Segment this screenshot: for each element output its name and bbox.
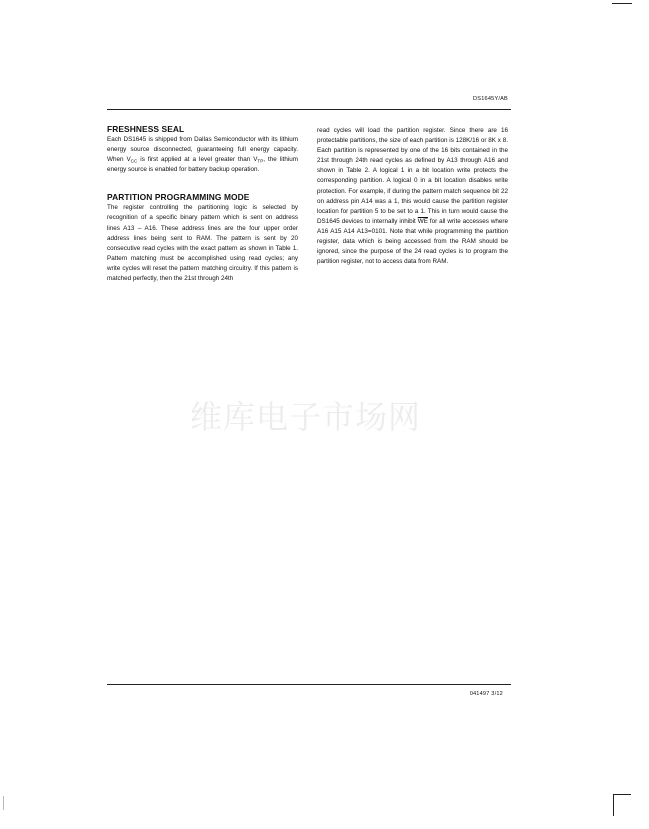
vcc-subscript: CC [130,158,138,164]
freshness-seal-paragraph [107,135,298,175]
footer-rule [107,684,511,685]
partition-paragraph-right [317,126,508,267]
crop-mark-bottom-right-vertical [613,794,614,816]
watermark-text: 维库电子市场网 [190,398,422,436]
vtp-subscript: TP [257,158,264,164]
freshness-text-a: Each DS1645 is shipped from Dallas Semiconductor with its lithium energy source disconnected, guaranteeing full energy capacity. When V [107,136,298,164]
partition-programming-heading: PARTITION PROGRAMMING MODE [107,192,250,203]
partition-text-b: for all write accesses where A16 A15 A14 A13=0101. Note that while programming the partition register, data which is being accessed from the RAM should be ignored, since the purpose of the 24 read cycles is to program the partition register, not to access data from RAM. [317,217,508,266]
freshness-text-b: is first applied at a level greater than V [137,156,258,164]
crop-mark-top-right [612,3,632,4]
freshness-text-c: , the lithium energy source is enabled for battery backup operation. [107,156,298,174]
we-signal-overbar: $\overline{WE}$ [417,217,428,225]
right-column [317,126,508,267]
footer-page-code: 041497 3/12 [469,691,503,697]
section-spacer [107,175,298,192]
crop-mark-bottom-right-horizontal [613,794,631,795]
header-rule [107,109,511,110]
freshness-seal-heading: FRESHNESS SEAL [107,124,185,134]
partition-text-a: read cycles will load the partition register. Since there are 16 protectable partitions, the size of each partition is 128K/16 or 8K x 8. Each partition is represented by one of the 16 bits contained in the 21st through 24th read cycles as defined by A13 through A16 and shown in Table 2. A logical 1 in a bit location write protects the corresponding partition. A logical 0 in a bit location disables write protection. For example, if during the pattern match sequence bit 22 on address pin A14 was a 1, this would cause the partition register location for partition 5 to be set to a 1. This in turn would cause the DS1645 devices to internally inhibit [317,127,508,225]
document-id: DS1645Y/AB [473,96,508,102]
partition-paragraph-left: The register controlling the partitioning logic is selected by recognition of a specific binary pattern which is sent on address lines A13 – A16. These address lines are the four upper order address lines being sent to RAM. The pattern is sent by 20 consecutive read cycles with the exact pattern as shown in Table 1. Pattern matching must be accomplished using read cycles; any write cycles will reset the pattern matching circuitry. If this pattern is matched perfectly, then the 21st through 24th [107,204,298,283]
left-column [107,124,298,284]
crop-mark-bottom-left [3,796,4,810]
